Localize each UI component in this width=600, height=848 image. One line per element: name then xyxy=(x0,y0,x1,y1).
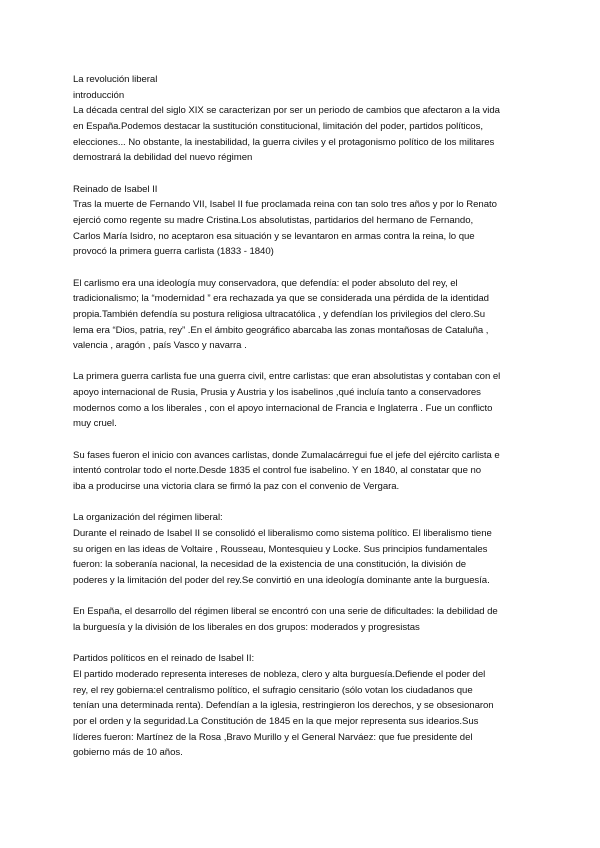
text-line: lema era “Dios, patria, rey” .En el ámbito geográfico abarcaba las zonas montañosas de Cataluña , xyxy=(73,324,489,336)
blank-line xyxy=(73,432,573,448)
blank-line xyxy=(73,636,573,652)
text-line: por el orden y la seguridad.La Constitución de 1845 en la que mejor representa sus idearios.Sus xyxy=(73,715,479,727)
text-line: Tras la muerte de Fernando VII, Isabel II fue proclamada reina con tan solo tres años y por lo Renato xyxy=(73,199,497,211)
text-line: líderes fueron: Martínez de la Rosa ,Bravo Murillo y el General Narváez: que fue presidente del xyxy=(73,731,473,743)
text-line: Partidos políticos en el reinado de Isabel II: xyxy=(73,653,255,665)
text-line: rey, el rey gobierna:el centralismo político, el sufragio censitario (sólo votan los ciudadanos que xyxy=(73,684,473,696)
text-line: muy cruel. xyxy=(73,418,117,430)
blank-line xyxy=(73,354,573,370)
text-line: introducción xyxy=(73,89,125,101)
text-line: El partido moderado representa intereses de nobleza, clero y alta burguesía.Defiende el poder del xyxy=(73,668,486,680)
text-line: La organización del régimen liberal: xyxy=(73,512,223,524)
text-line: apoyo internacional de Rusia, Prusia y Austria y los isabelinos ,qué incluía tanto a conservadores xyxy=(73,387,481,399)
text-line: intentó controlar todo el norte.Desde 1835 el control fue isabelino. Y en 1840, al constatar que no xyxy=(73,465,482,477)
text-line: provocó la primera guerra carlista (1833 - 1840) xyxy=(73,246,274,258)
text-line: En España, el desarrollo del régimen liberal se encontró con una serie de dificultades: la debilidad de xyxy=(73,606,498,618)
text-line: tradicionalismo; la “modernidad ” era rechazada ya que se considerada una pérdida de la identidad xyxy=(73,293,489,305)
text-line: gobierno más de 10 años. xyxy=(73,747,183,759)
text-line: poderes y la limitación del poder del rey.Se convirtió en una ideología dominante ante la burguesía. xyxy=(73,575,490,586)
text-line: en España.Podemos destacar la sustitución constitucional, limitación del poder, partidos políticos, xyxy=(73,120,483,132)
text-line: El carlismo era una ideología muy conservadora, que defendía: el poder absoluto del rey, el xyxy=(73,277,458,289)
text-line: La primera guerra carlista fue una guerra civil, entre carlistas: que eran absolutistas y contaban con el xyxy=(73,371,501,383)
text-line: fueron: la soberanía nacional, la necesidad de la existencia de una constitución, la división de xyxy=(73,559,467,571)
text-line: valencia , aragón , país Vasco y navarra . xyxy=(73,340,247,352)
blank-line xyxy=(73,166,573,182)
text-line: elecciones... No obstante, la inestabilidad, la guerra civiles y el protagonismo político de los militares xyxy=(73,136,495,148)
text-line: la burguesía y la división de los liberales en dos grupos: moderados y progresistas xyxy=(73,621,420,633)
text-line: ejerció como regente su madre Cristina.Los absolutistas, partidarios del hermano de Fernando, xyxy=(73,214,474,226)
text-line: Durante el reinado de Isabel II se consolidó el liberalismo como sistema político. El liberalismo tiene xyxy=(73,528,492,540)
text-line: Reinado de Isabel II xyxy=(73,183,158,195)
text-line: demostrará la debilidad del nuevo régimen xyxy=(73,152,253,164)
text-line: propia.También defendía su postura religiosa ultracatólica , y defendían los privilegios del clero.Su xyxy=(73,308,485,320)
text-line: iba a producirse una victoria clara se firmó la paz con el convenio de Vergara. xyxy=(73,481,400,493)
document-page xyxy=(73,72,573,761)
text-line: tenían una determinada renta). Defendían a la iglesia, restringieron los derechos, y se obsesionaron xyxy=(73,700,494,712)
blank-line xyxy=(73,260,573,276)
text-line: La revolución liberal xyxy=(73,74,158,85)
blank-line xyxy=(73,495,573,511)
blank-line xyxy=(73,589,573,605)
text-line: su origen en las ideas de Voltaire , Rousseau, Montesquieu y Locke. Sus principios fundamentales xyxy=(73,543,488,555)
text-line: La década central del siglo XIX se caracterizan por ser un periodo de cambios que afectaron a la vida xyxy=(73,105,500,117)
text-line: Su fases fueron el inicio con avances carlistas, donde Zumalacárregui fue el jefe del ejército carlista e xyxy=(73,449,500,461)
text-line: modernos como a los liberales , con el apoyo internacional de Francia e Inglaterra . Fue un conflicto xyxy=(73,402,493,414)
text-line: Carlos María Isidro, no aceptaron esa situación y se levantaron en armas contra la reina, lo que xyxy=(73,230,475,242)
